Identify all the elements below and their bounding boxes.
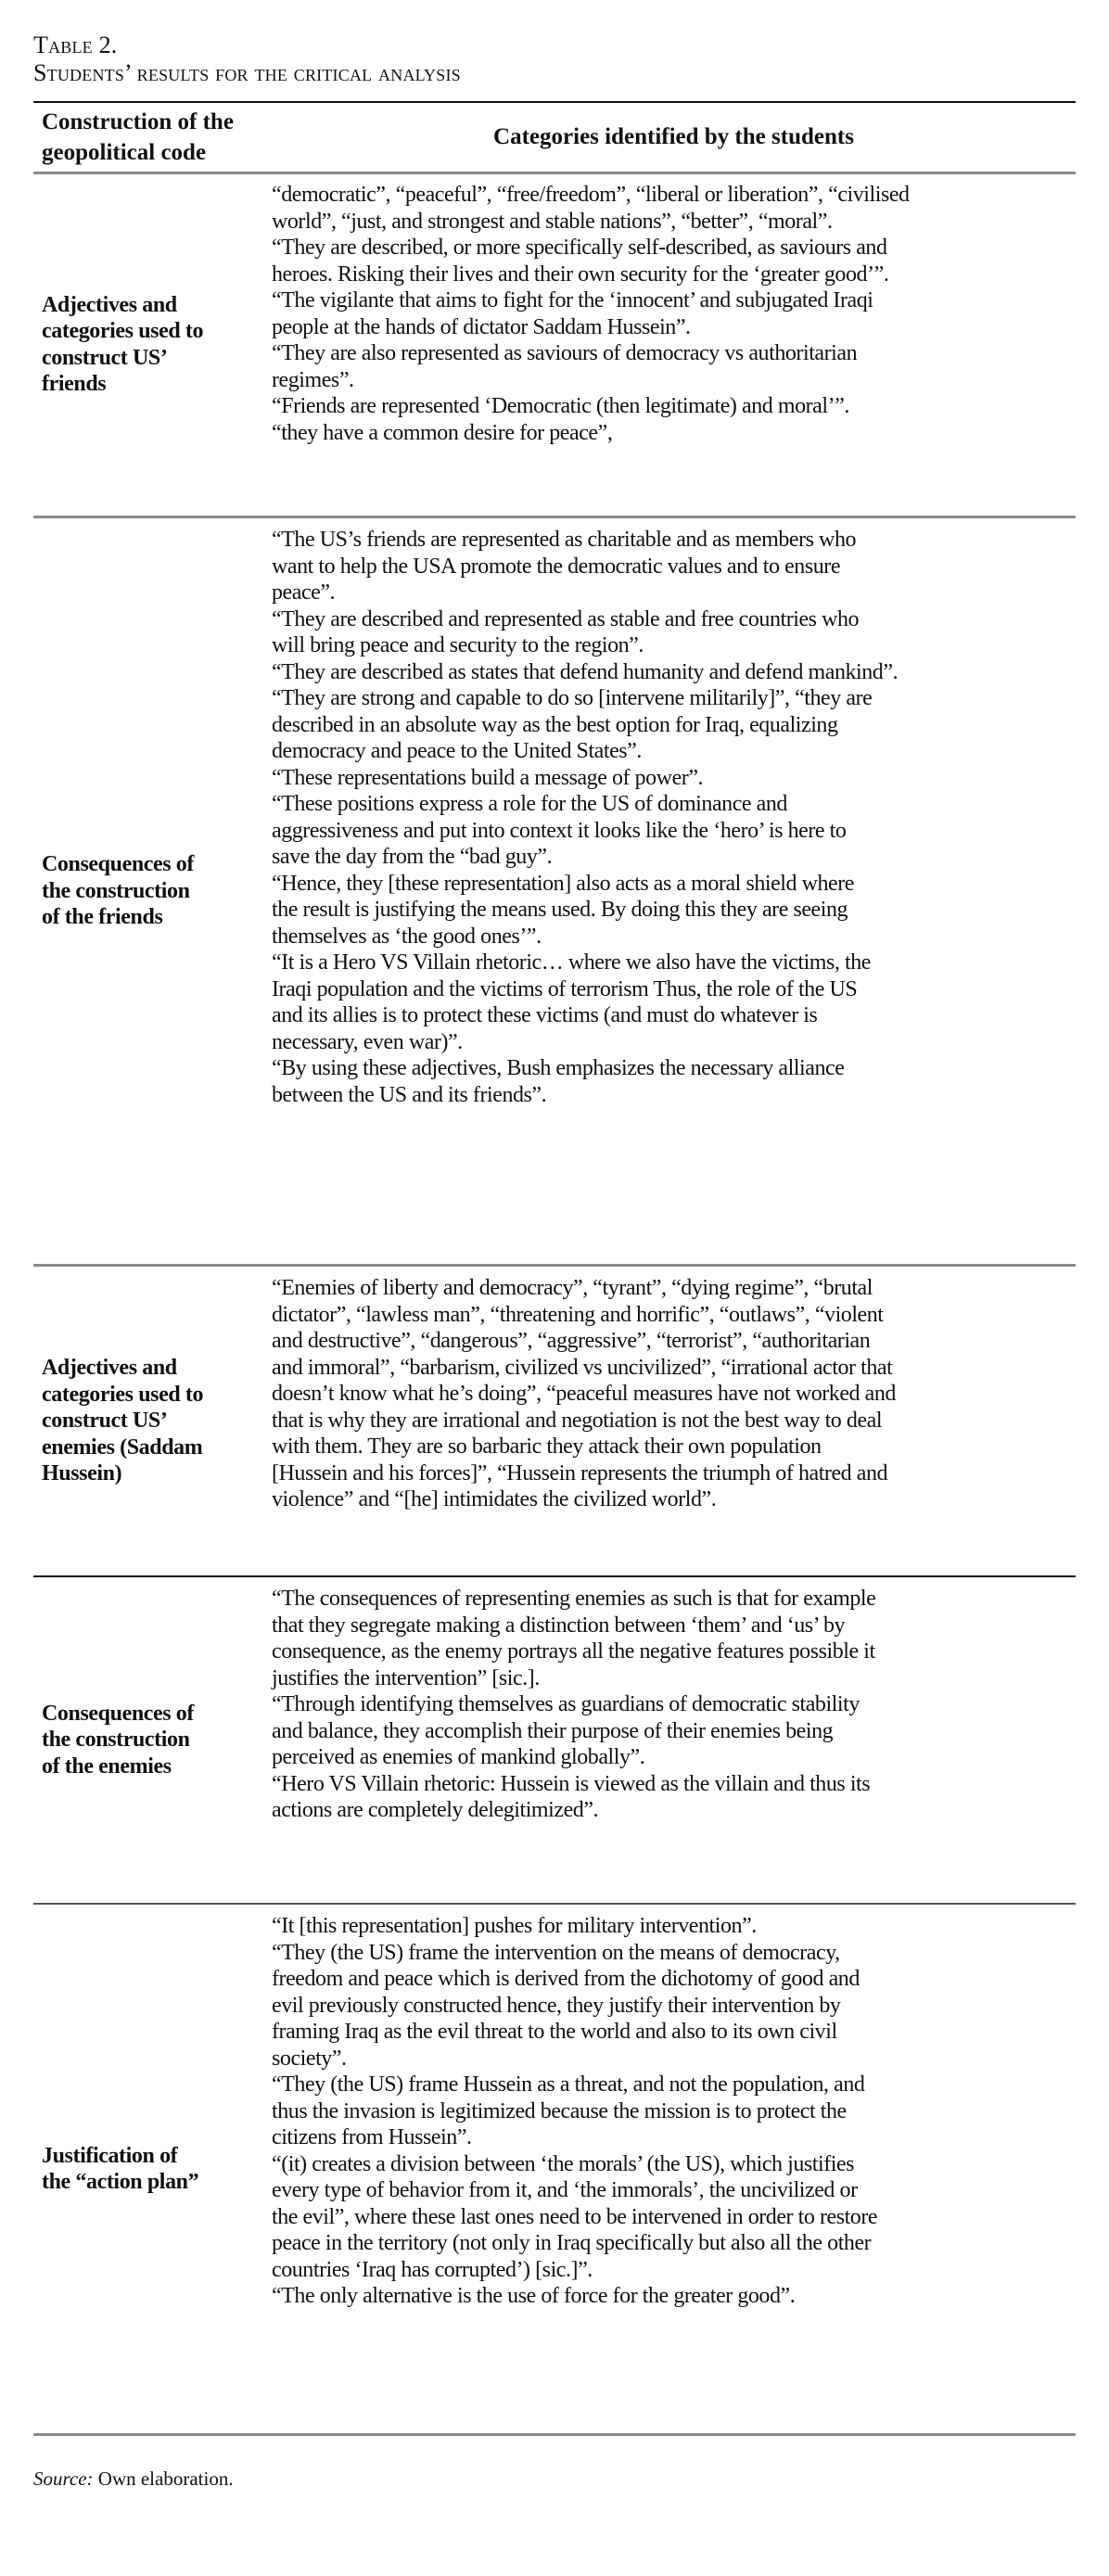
row-label-line: the “action plan” xyxy=(42,2170,199,2194)
row-label-line: friends xyxy=(42,372,107,396)
category-text-line: “The vigilante that aims to fight for the ‘innocent’ and subjugated Iraqi xyxy=(272,288,873,312)
row-categories xyxy=(272,527,1083,1108)
category-text-line: “Friends are represented ‘Democratic (then legitimate) and moral’”. xyxy=(272,394,849,418)
category-text-line: actions are completely delegitimized”. xyxy=(272,1798,599,1822)
category-text-line: and immoral”, “barbarism, civilized vs uncivilized”, “irrational actor that xyxy=(272,1355,893,1380)
category-text-line: “These representations build a message of power”. xyxy=(272,765,704,790)
category-text-line: doesn’t know what he’s doing”, “peaceful measures have not worked and xyxy=(272,1382,896,1406)
source-label: Source: xyxy=(33,2468,94,2490)
table-row xyxy=(33,518,1076,1264)
category-text-line: “(it) creates a division between ‘the morals’ (the US), which justifies xyxy=(272,2151,855,2176)
row-label-line: Hussein) xyxy=(42,1461,122,1486)
row-label-line: Adjectives and xyxy=(42,1356,177,1381)
category-text-line: “They are also represented as saviours of democracy vs authoritarian xyxy=(272,341,858,365)
category-text-line: “It [this representation] pushes for military intervention”. xyxy=(272,1914,757,1938)
category-text-line: justifies the intervention” [sic.]. xyxy=(272,1665,540,1690)
row-label-line: construct US’ xyxy=(42,345,168,370)
category-text-line: “They are strong and capable to do so [intervene militarily]”, “they are xyxy=(272,686,873,710)
category-text-line: “democratic”, “peaceful”, “free/freedom”, “liberal or liberation”, “civilised xyxy=(272,183,910,207)
header-construction-of-geopolitical-code xyxy=(42,107,234,168)
row-label xyxy=(42,1267,264,1575)
row-label-line: Consequences of xyxy=(42,852,195,877)
category-text-line: perceived as enemies of mankind globally”. xyxy=(272,1745,645,1769)
row-categories xyxy=(272,1586,1083,1824)
category-text-line: democracy and peace to the United States”. xyxy=(272,739,642,763)
category-text-line: “They (the US) frame Hussein as a threat, and not the population, and xyxy=(272,2072,865,2097)
category-text-line: between the US and its friends”. xyxy=(272,1082,547,1107)
category-text-line: peace in the territory (not only in Iraq specifically but also all the other xyxy=(272,2231,872,2255)
category-text-line: consequence, as the enemy portrays all the negative features possible it xyxy=(272,1639,875,1664)
row-categories xyxy=(272,1275,1083,1513)
category-text-line: the result is justifying the means used. By doing this they are seeing xyxy=(272,898,848,922)
row-label-line: the construction xyxy=(42,878,190,903)
category-text-line: regimes”. xyxy=(272,367,354,392)
category-text-line: citizens from Hussein”. xyxy=(272,2125,472,2149)
category-text-line: and its allies is to protect these victims (and must do whatever is xyxy=(272,1003,818,1027)
header-col1-line: Construction of the xyxy=(42,109,234,134)
category-text-line: “They (the US) frame the intervention on the means of democracy, xyxy=(272,1940,840,1965)
category-text-line: “By using these adjectives, Bush emphasizes the necessary alliance xyxy=(272,1056,845,1080)
table-bottom-rule xyxy=(33,2433,1076,2436)
category-text-line: will bring peace and security to the region”. xyxy=(272,633,644,657)
category-text-line: framing Iraq as the evil threat to the world and also to its own civil xyxy=(272,2020,837,2044)
category-text-line: dictator”, “lawless man”, “threatening and horrific”, “outlaws”, “violent xyxy=(272,1302,884,1327)
row-label xyxy=(42,518,264,1264)
row-label-line: categories used to xyxy=(42,319,204,343)
category-text-line: [Hussein and his forces]”, “Hussein represents the triumph of hatred and xyxy=(272,1460,888,1486)
category-text-line: “They are described and represented as stable and free countries who xyxy=(272,606,860,631)
category-text-line: and balance, they accomplish their purpose of their enemies being xyxy=(272,1718,834,1743)
row-label xyxy=(42,1905,264,2433)
category-text-line: that they segregate making a distinction between ‘them’ and ‘us’ by xyxy=(272,1613,846,1638)
category-text-line: evil previously constructed hence, they justify their intervention by xyxy=(272,1993,841,2018)
category-text-line: “Hero VS Villain rhetoric: Hussein is viewed as the villain and thus its xyxy=(272,1771,871,1796)
category-text-line: “Hence, they [these representation] also acts as a moral shield where xyxy=(272,871,855,896)
category-text-line: world”, “just, and strongest and stable nations”, “better”, “moral”. xyxy=(272,209,833,234)
category-text-line: “These positions express a role for the US of dominance and xyxy=(272,792,787,816)
category-text-line: “They are described as states that defend humanity and defend mankind”. xyxy=(272,659,899,684)
table-top-rule xyxy=(33,101,1076,103)
row-label-line: of the enemies xyxy=(42,1753,172,1779)
category-text-line: “Enemies of liberty and democracy”, “tyrant”, “dying regime”, “brutal xyxy=(272,1276,873,1300)
header-col1-line: geopolitical code xyxy=(42,140,207,165)
category-text-line: “It is a Hero VS Villain rhetoric… where we also have the victims, the xyxy=(272,950,871,975)
category-text-line: violence” and “[he] intimidates the civilized world”. xyxy=(272,1487,717,1511)
category-text-line: themselves as ‘the good ones’”. xyxy=(272,924,542,949)
category-text-line: society”. xyxy=(272,2046,347,2071)
category-text-line: “The consequences of representing enemies as such is that for example xyxy=(272,1587,876,1611)
row-label-line: Consequences of xyxy=(42,1701,195,1726)
row-label-line: Justification of xyxy=(42,2143,178,2168)
header-categories-identified: Categories identified by the students xyxy=(493,124,854,149)
category-text-line: thus the invasion is legitimized because the mission is to protect the xyxy=(272,2098,847,2123)
source-note xyxy=(33,2467,234,2491)
row-label-line: of the friends xyxy=(42,905,163,930)
category-text-line: “they have a common desire for peace”, xyxy=(272,420,613,445)
table-row xyxy=(33,1905,1076,2433)
category-text-line: that is why they are irrational and negotiation is not the best way to deal xyxy=(272,1408,883,1433)
category-text-line: heroes. Risking their lives and their own security for the ‘greater good’”. xyxy=(272,261,889,287)
table-row xyxy=(33,173,1076,516)
row-label xyxy=(42,1577,264,1903)
category-text-line: necessary, even war)”. xyxy=(272,1029,463,1054)
row-label-line: construct US’ xyxy=(42,1409,168,1434)
category-text-line: “They are described, or more specifically self-described, as saviours and xyxy=(272,236,887,260)
row-categories xyxy=(272,1913,1083,2310)
category-text-line: with them. They are so barbaric they attack their own population xyxy=(272,1435,822,1459)
category-text-line: described in an absolute way as the best option for Iraq, equalizing xyxy=(272,712,838,737)
category-text-line: freedom and peace which is derived from the dichotomy of good and xyxy=(272,1967,860,1991)
row-label-line: enemies (Saddam xyxy=(42,1435,203,1460)
category-text-line: aggressiveness and put into context it looks like the ‘hero’ is here to xyxy=(272,818,847,843)
row-label-line: categories used to xyxy=(42,1382,204,1407)
category-text-line: “The only alternative is the use of force for the greater good”. xyxy=(272,2284,796,2308)
category-text-line: peace”. xyxy=(272,580,336,605)
category-text-line: Iraqi population and the victims of terrorism Thus, the role of the US xyxy=(272,976,858,1001)
table-row xyxy=(33,1577,1076,1903)
row-label-line: Adjectives and xyxy=(42,292,177,317)
category-text-line: save the day from the “bad guy”. xyxy=(272,845,553,869)
table-row xyxy=(33,1267,1076,1575)
row-label-line: the construction xyxy=(42,1728,190,1753)
source-text: Own elaboration. xyxy=(93,2468,234,2490)
row-label xyxy=(42,173,264,516)
category-text-line: every type of behavior from it, and ‘the immorals’, the uncivilized or xyxy=(272,2178,858,2202)
category-text-line: want to help the USA promote the democratic values and to ensure xyxy=(272,554,841,579)
category-text-line: “Through identifying themselves as guardians of democratic stability xyxy=(272,1692,860,1716)
category-text-line: the evil”, where these last ones need to be intervened in order to restore xyxy=(272,2204,878,2229)
category-text-line: “The US’s friends are represented as charitable and as members who xyxy=(272,528,857,552)
table-label: Table 2. xyxy=(33,32,118,58)
row-categories xyxy=(272,182,1083,446)
category-text-line: countries ‘Iraq has corrupted’) [sic.]”. xyxy=(272,2257,593,2282)
category-text-line: people at the hands of dictator Saddam Hussein”. xyxy=(272,314,691,339)
category-text-line: and destructive”, “dangerous”, “aggressive”, “terrorist”, “authoritarian xyxy=(272,1329,871,1353)
table-title: Students’ results for the critical analysis xyxy=(33,59,461,86)
